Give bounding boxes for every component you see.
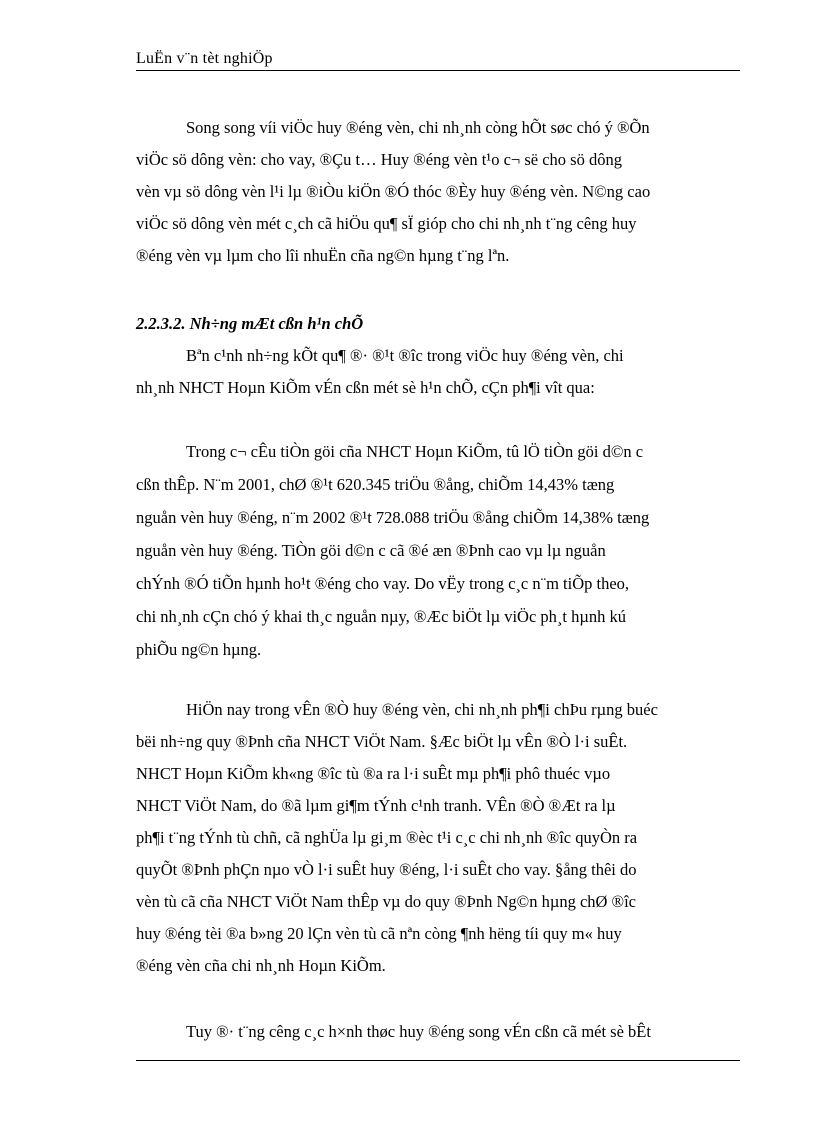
text-line: NHCT ViÖt Nam, do ®ã lµm gi¶m tÝnh c¹nh tranh. VÊn ®Ò ®Æt ra lµ [136, 796, 616, 815]
text-line: ®éng vèn vµ lµm cho lîi nhuËn cña ng©n hµng t¨ng lªn. [136, 246, 510, 265]
text-line: Trong c¬ cÊu tiÒn göi cña NHCT Hoµn KiÕm, tû lÖ tiÒn göi d©n c [186, 442, 644, 461]
text-line: chÝnh ®Ó tiÕn hµnh ho¹t ®éng cho vay. Do vËy trong c¸c n¨m tiÕp theo, [136, 574, 630, 593]
text-line: NHCT Hoµn KiÕm kh«ng ®îc tù ®a ra l·i suÊt mµ ph¶i phô thuéc vµo [136, 764, 611, 783]
running-header: LuËn v¨n tèt nghiÖp [136, 50, 273, 67]
text-line: viÖc sö dông vèn: cho vay, ®Çu t… Huy ®éng vèn t¹o c¬ së cho sö dông [136, 150, 622, 169]
section-heading: 2.2.3.2. Nh÷ng mÆt cßn h¹n chÕ [136, 314, 364, 333]
text-line: huy ®éng tèi ®a b»ng 20 lÇn vèn tù cã nªn còng ¶nh hëng tíi quy m« huy [136, 924, 622, 943]
text-line: quyÕt ®Þnh phÇn nµo vÒ l·i suÊt huy ®éng, l·i suÊt cho vay. §ång thêi do [136, 860, 637, 879]
header-divider [136, 70, 740, 71]
text-line: nguån vèn huy ®éng. TiÒn göi d©n c cã ®é æn ®Þnh cao vµ lµ nguån [136, 541, 606, 560]
text-line: HiÖn nay trong vÊn ®Ò huy ®éng vèn, chi nh¸nh ph¶i chÞu rµng buéc [186, 700, 658, 719]
footer-divider [136, 1060, 740, 1061]
text-line: ph¶i t¨ng tÝnh tù chñ, cã nghÜa lµ gi¸m ®èc t¹i c¸c chi nh¸nh ®îc quyÒn ra [136, 828, 638, 847]
text-line: Tuy ®· t¨ng cêng c¸c h×nh thøc huy ®éng song vÉn cßn cã mét sè bÊt [186, 1022, 651, 1041]
text-line: vèn vµ sö dông vèn l¹i lµ ®iÒu kiÖn ®Ó thóc ®Èy huy ®éng vèn. N©ng cao [136, 182, 651, 201]
text-line: phiÕu ng©n hµng. [136, 640, 262, 659]
text-line: bëi nh÷ng quy ®Þnh cña NHCT ViÖt Nam. §Æc biÖt lµ vÊn ®Ò l·i suÊt. [136, 732, 628, 751]
text-line: vèn tù cã cña NHCT ViÖt Nam thÊp vµ do quy ®Þnh Ng©n hµng chØ ®îc [136, 892, 637, 911]
text-line: Bªn c¹nh nh÷ng kÕt qu¶ ®· ®¹t ®îc trong viÖc huy ®éng vèn, chi [186, 346, 624, 365]
text-line: ®éng vèn cña chi nh¸nh Hoµn KiÕm. [136, 956, 386, 975]
text-line: nh¸nh NHCT Hoµn KiÕm vÉn cßn mét sè h¹n chÕ, cÇn ph¶i vît qua: [136, 378, 595, 397]
text-line: nguån vèn huy ®éng, n¨m 2002 ®¹t 728.088 triÖu ®ång chiÕm 14,38% tæng [136, 508, 650, 527]
text-line: viÖc sö dông vèn mét c¸ch cã hiÖu qu¶ sÏ gióp cho chi nh¸nh t¨ng cêng huy [136, 214, 637, 233]
text-line: cßn thÊp. N¨m 2001, chØ ®¹t 620.345 triÖu ®ång, chiÕm 14,43% tæng [136, 475, 615, 494]
text-line: Song song víi viÖc huy ®éng vèn, chi nh¸nh còng hÕt søc chó ý ®Õn [186, 118, 650, 137]
text-line: chi nh¸nh cÇn chó ý khai th¸c nguån nµy, ®Æc biÖt lµ viÖc ph¸t hµnh kú [136, 607, 626, 626]
